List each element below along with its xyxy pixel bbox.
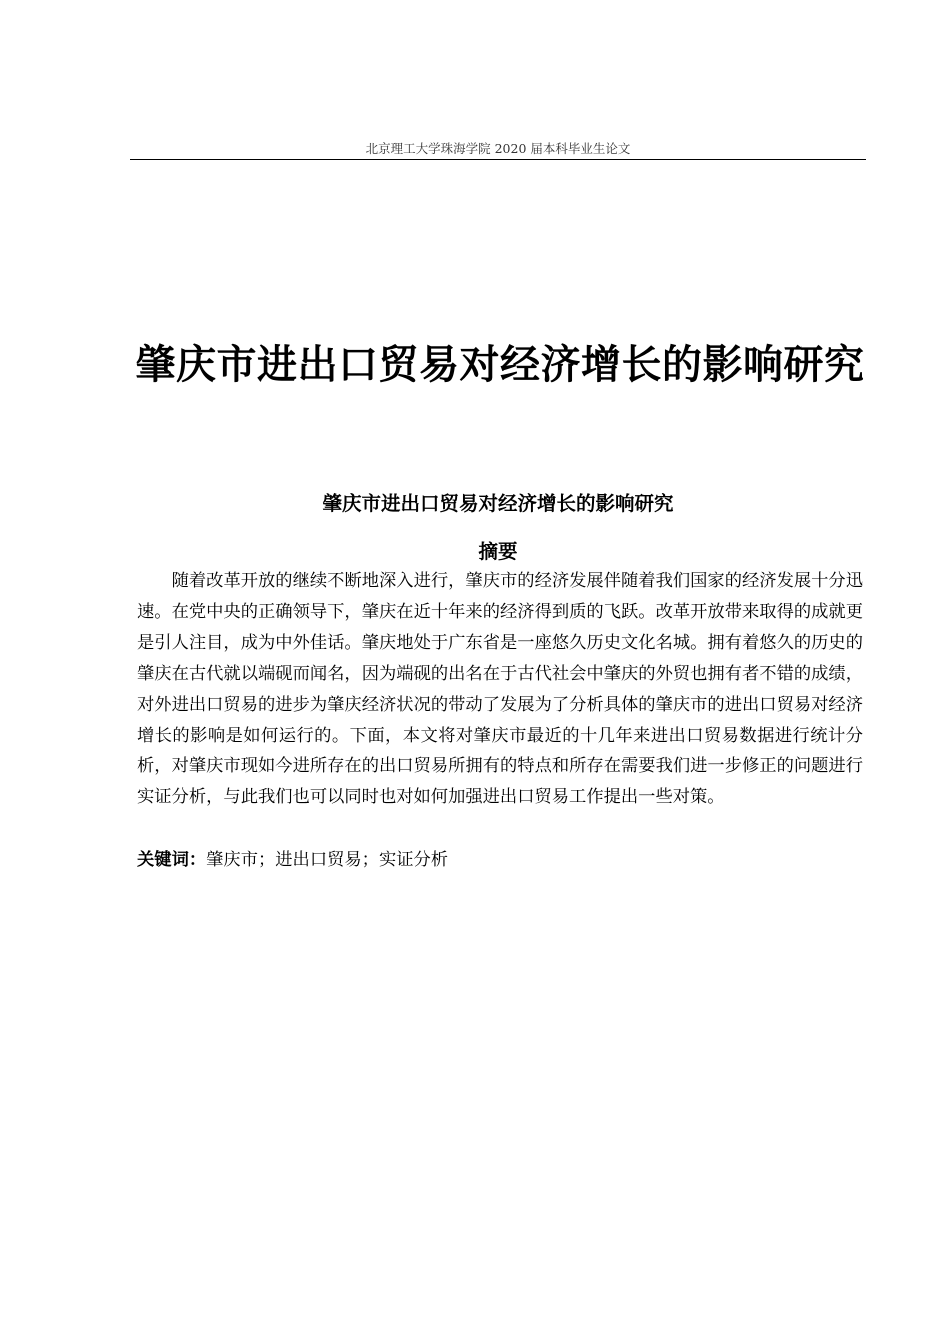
- thesis-title: 肇庆市进出口贸易对经济增长的影响研究: [135, 341, 865, 388]
- page-header: 北京理工大学珠海学院 2020 届本科毕业生论文: [130, 142, 866, 160]
- abstract-heading: 摘要: [478, 540, 518, 563]
- keywords-label: 关键词：: [137, 850, 207, 870]
- keywords-value: 肇庆市；进出口贸易；实证分析: [206, 850, 449, 870]
- abstract-title: 肇庆市进出口贸易对经济增长的影响研究: [322, 492, 674, 515]
- keywords-line: [137, 845, 863, 875]
- abstract-body: 随着改革开放的继续不断地深入进行，肇庆市的经济发展伴随着我们国家的经济发展十分迅速。在党中央的正确领导下，肇庆在近十年来的经济得到质的飞跃。改革开放带来取得的成就更是引人注目，成为中外佳话。肇庆地处于广东省是一座悠久历史文化名城。拥有着悠久的历史的肇庆在古代就以端砚而闻名，因为端砚的出名在于古代社会中肇庆的外贸也拥有者不错的成绩，对外进出口贸易的进步为肇庆经济状况的带动了发展为了分析具体的肇庆市的进出口贸易对经济增长的影响是如何运行的。下面，本文将对肇庆市最近的十几年来进出口贸易数据进行统计分析，对肇庆市现如今进所存在的出口贸易所拥有的特点和所存在需要我们进一步修正的问题进行实证分析，与此我们也可以同时也对如何加强进出口贸易工作提出一些对策。: [137, 571, 863, 808]
